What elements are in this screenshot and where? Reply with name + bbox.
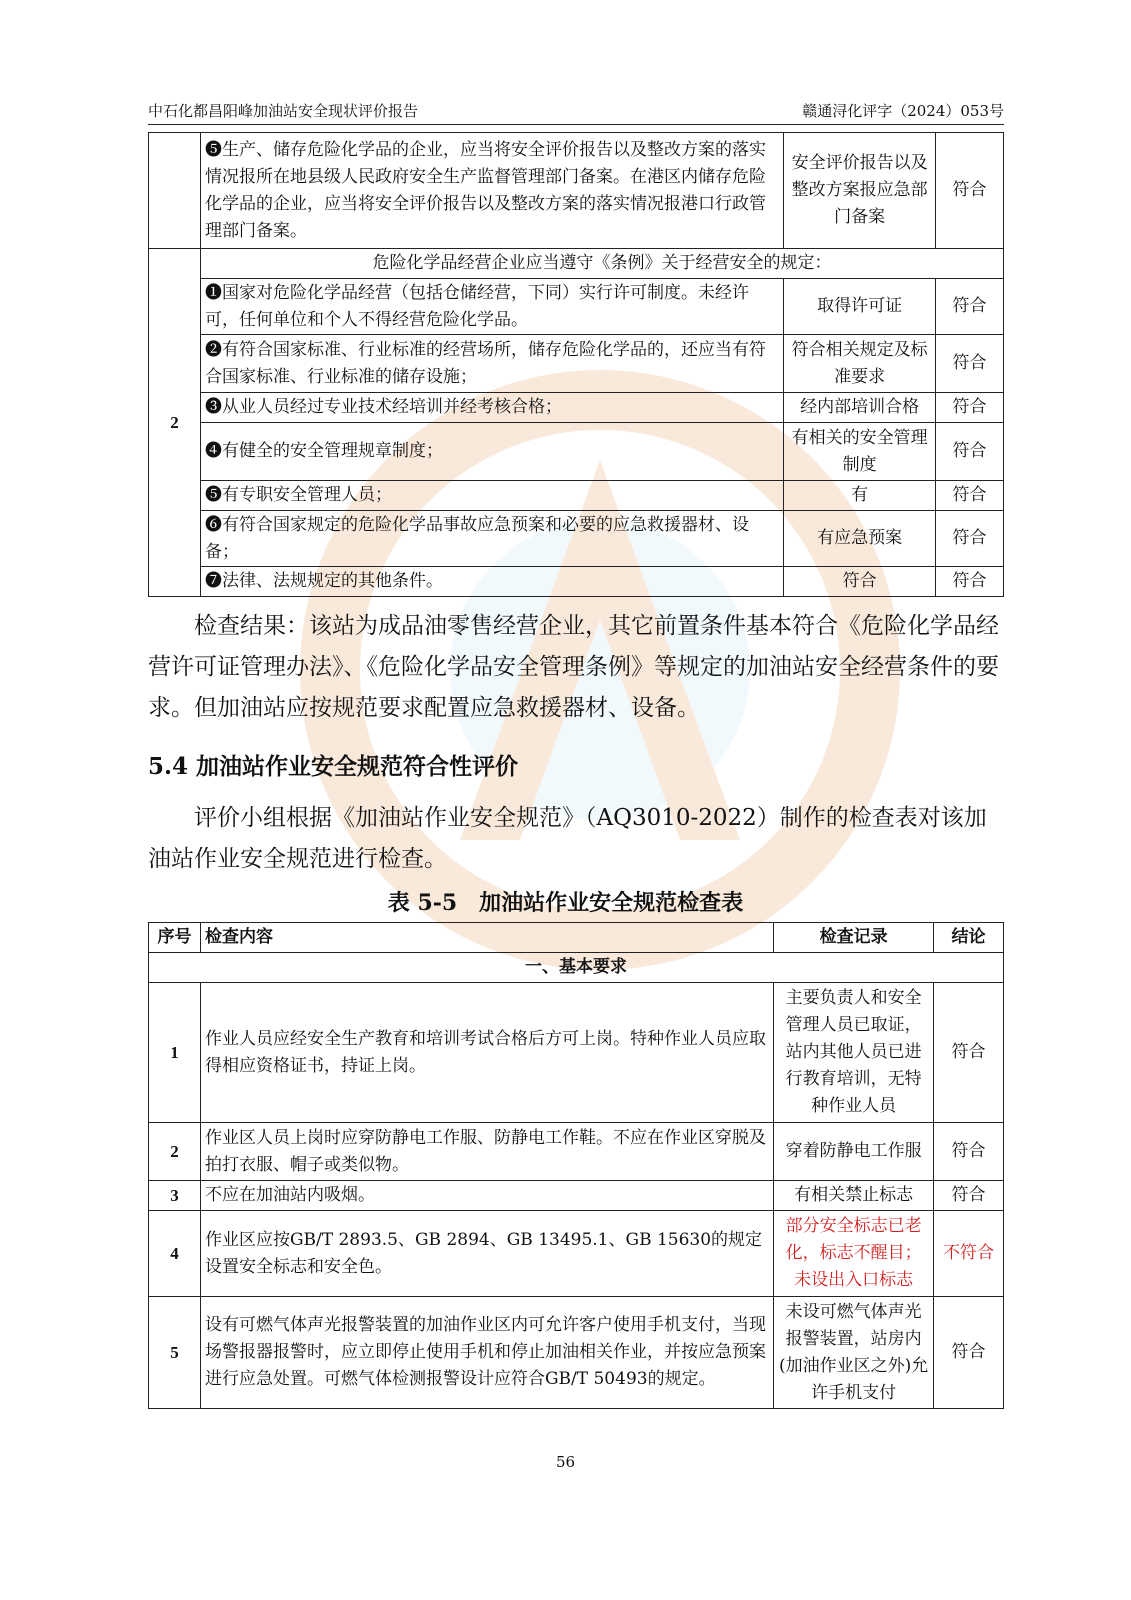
- table-row: [149, 249, 1004, 279]
- check-content: ❺有专职安全管理人员；: [200, 481, 783, 511]
- row-number: 5: [149, 1297, 201, 1409]
- check-content: 作业区应按GB/T 2893.5、GB 2894、GB 13495.1、GB 15630的规定设置安全标志和安全色。: [200, 1211, 773, 1297]
- table-row: [149, 1123, 1004, 1181]
- header-no: 序号: [149, 923, 201, 953]
- check-record: 未设可燃气体声光报警装置，站房内(加油作业区之外)允许手机支付: [774, 1297, 934, 1409]
- table-header-row: [149, 923, 1004, 953]
- table-row: [149, 393, 1004, 423]
- table-row: [149, 1181, 1004, 1211]
- check-content: 不应在加油站内吸烟。: [200, 1181, 773, 1211]
- check-result: 符合: [934, 983, 1004, 1123]
- license-check-table: [148, 132, 1004, 597]
- check-result: 符合: [934, 1181, 1004, 1211]
- row-number: 3: [149, 1181, 201, 1211]
- row-number: 4: [149, 1211, 201, 1297]
- table-row: [149, 983, 1004, 1123]
- check-result: 符合: [936, 423, 1004, 481]
- check-content: 作业区人员上岗时应穿防静电工作服、防静电工作鞋。不应在作业区穿脱及拍打衣服、帽子或类似物。: [200, 1123, 773, 1181]
- check-content: 设有可燃气体声光报警装置的加油作业区内可允许客户使用手机支付，当现场警报器报警时，应立即停止使用手机和停止加油相关作业，并按应急预案进行应急处置。可燃气体检测报警设计应符合GB/T 50493的规定。: [200, 1297, 773, 1409]
- check-result: 符合: [936, 279, 1004, 335]
- check-result: 符合: [936, 481, 1004, 511]
- check-result: 符合: [936, 567, 1004, 597]
- check-content: ❼法律、法规规定的其他条件。: [200, 567, 783, 597]
- table-caption: 表 5-5 加油站作业安全规范检查表: [387, 890, 744, 916]
- row-number: 2: [149, 1123, 201, 1181]
- check-record-nonconforming: 部分安全标志已老化，标志不醒目；未设出入口标志: [774, 1211, 934, 1297]
- check-record: 有相关的安全管理制度: [784, 423, 936, 481]
- check-record: 有相关禁止标志: [774, 1181, 934, 1211]
- check-result: 符合: [936, 335, 1004, 393]
- row-number: 2: [149, 249, 201, 597]
- table-row: [149, 481, 1004, 511]
- table-row: [149, 335, 1004, 393]
- header-result: 结论: [934, 923, 1004, 953]
- table-row: [149, 1211, 1004, 1297]
- group-title: 一、基本要求: [149, 953, 1004, 983]
- row-number: 1: [149, 983, 201, 1123]
- check-result: 符合: [936, 133, 1004, 249]
- check-record: 有应急预案: [784, 511, 936, 567]
- check-result-paragraph: 检查结果：该站为成品油零售经营企业，其它前置条件基本符合《危险化学品经营许可证管理办法》、《危险化学品安全管理条例》等规定的加油站安全经营条件的要求。但加油站应按规范要求配置应急救援器材、设备。: [148, 613, 999, 721]
- table-row: [149, 423, 1004, 481]
- section-heading: 5.4 加油站作业安全规范符合性评价: [148, 753, 519, 780]
- check-content: ❻有符合国家规定的危险化学品事故应急预案和必要的应急救援器材、设备；: [200, 511, 783, 567]
- check-content: ❶国家对危险化学品经营（包括仓储经营，下同）实行许可制度。未经许可，任何单位和个人不得经营危险化学品。: [200, 279, 783, 335]
- table-row: [149, 279, 1004, 335]
- check-record: 有: [784, 481, 936, 511]
- check-content: ❸从业人员经过专业技术经培训并经考核合格；: [200, 393, 783, 423]
- check-result: 符合: [934, 1123, 1004, 1181]
- group-row: [149, 953, 1004, 983]
- check-content: 作业人员应经安全生产教育和培训考试合格后方可上岗。特种作业人员应取得相应资格证书，持证上岗。: [200, 983, 773, 1123]
- header-record: 检查记录: [774, 923, 934, 953]
- table-row: [149, 133, 1004, 249]
- check-result: 符合: [936, 511, 1004, 567]
- check-record: 取得许可证: [784, 279, 936, 335]
- check-record: 符合相关规定及标准要求: [784, 335, 936, 393]
- section-paragraph: 评价小组根据《加油站作业安全规范》（AQ3010-2022）制作的检查表对该加油站作业安全规范进行检查。: [148, 805, 987, 872]
- check-result-nonconforming: 不符合: [934, 1211, 1004, 1297]
- group-intro: 危险化学品经营企业应当遵守《条例》关于经营安全的规定：: [200, 249, 1003, 279]
- check-record: 安全评价报告以及整改方案报应急部门备案: [784, 133, 936, 249]
- check-record: 穿着防静电工作服: [774, 1123, 934, 1181]
- check-content: ❹有健全的安全管理规章制度；: [200, 423, 783, 481]
- empty-number-cell: [149, 133, 201, 249]
- header-report-number: 赣通浔化评字（2024）053号: [802, 102, 1004, 120]
- check-content: ❺生产、储存危险化学品的企业，应当将安全评价报告以及整改方案的落实情况报所在地县级人民政府安全生产监督管理部门备案。在港区内储存危险化学品的企业，应当将安全评价报告以及整改方案的落实情况报港口行政管理部门备案。: [200, 133, 783, 249]
- table-row: [149, 567, 1004, 597]
- check-record: 符合: [784, 567, 936, 597]
- table-row: [149, 511, 1004, 567]
- header-report-title: 中石化都昌阳峰加油站安全现状评价报告: [148, 102, 419, 120]
- header-content: 检查内容: [200, 923, 773, 953]
- check-record: 主要负责人和安全管理人员已取证，站内其他人员已进行教育培训，无特种作业人员: [774, 983, 934, 1123]
- page-header: [148, 96, 1004, 125]
- check-content: ❷有符合国家标准、行业标准的经营场所，储存危险化学品的，还应当有符合国家标准、行业标准的储存设施；: [200, 335, 783, 393]
- check-result: 符合: [936, 393, 1004, 423]
- operation-safety-check-table: [148, 922, 1004, 1409]
- table-row: [149, 1297, 1004, 1409]
- page-number: 56: [555, 1453, 576, 1471]
- check-result: 符合: [934, 1297, 1004, 1409]
- check-record: 经内部培训合格: [784, 393, 936, 423]
